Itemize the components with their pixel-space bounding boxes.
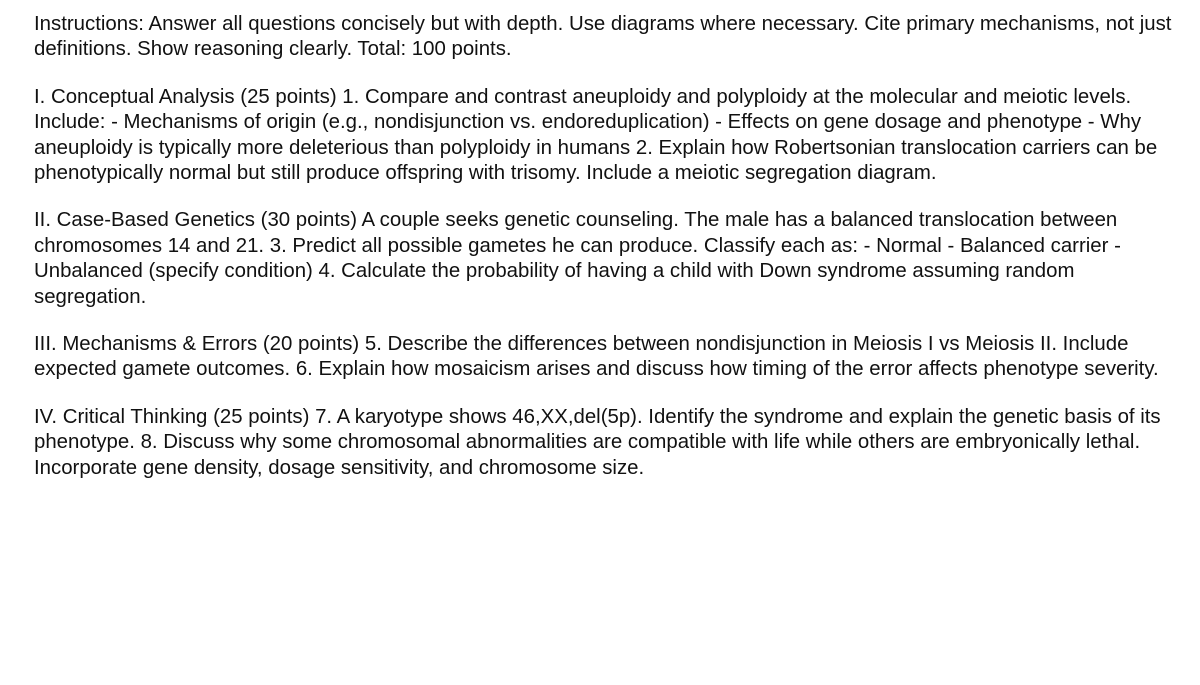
section-3-mechanisms-errors: III. Mechanisms & Errors (20 points) 5. Describe the differences between nondisjunction in Meiosis I vs Meiosis II. Include expected gamete outcomes. 6. Explain how mosaicism arises and discuss how timing of the error affects phenotype severity. [34,333,1159,381]
section-4-critical-thinking: IV. Critical Thinking (25 points) 7. A karyotype shows 46,XX,del(5p). Identify the syndrome and explain the genetic basis of its phenotype. 8. Discuss why some chromosomal abnormalities are compatible with life while others are embryonically lethal. Incorporate gene density, dosage sensitivity, and chromosome size. [34,405,1161,479]
exam-document [34,12,1184,481]
instructions-paragraph: Instructions: Answer all questions concisely but with depth. Use diagrams where necessary. Cite primary mechanisms, not just definitions. Show reasoning clearly. Total: 100 points. [34,13,1172,61]
section-1-conceptual-analysis: I. Conceptual Analysis (25 points) 1. Compare and contrast aneuploidy and polyploidy at the molecular and meiotic levels. Include: - Mechanisms of origin (e.g., nondisjunction vs. endoreduplication) - Effects on gene dosage and phenotype - Why aneuploidy is typically more deleterious than polyploidy in humans 2. Explain how Robertsonian translocation carriers can be phenotypically normal but still produce offspring with trisomy. Include a meiotic segregation diagram. [34,85,1158,185]
section-2-case-based-genetics: II. Case-Based Genetics (30 points) A couple seeks genetic counseling. The male has a balanced translocation between chromosomes 14 and 21. 3. Predict all possible gametes he can produce. Classify each as: - Normal - Balanced carrier - Unbalanced (specify condition) 4. Calculate the probability of having a child with Down syndrome assuming random segregation. [34,209,1121,308]
